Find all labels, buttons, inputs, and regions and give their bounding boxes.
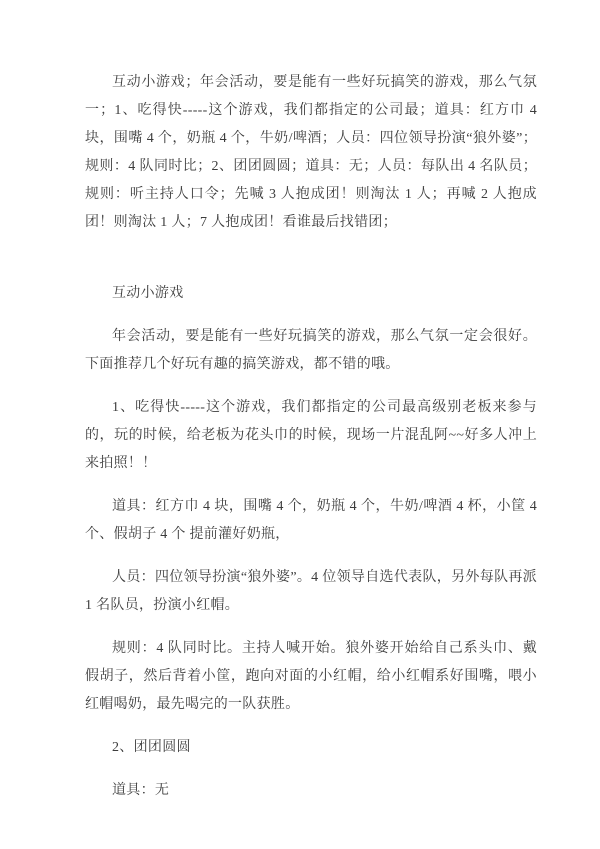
summary-paragraph: 互动小游戏；年会活动，要是能有一些好玩搞笑的游戏，那么气氛一；1、吃得快-----这个游戏，我们都指定的公司最；道具：红方巾 4 块，围嘴 4 个，奶瓶 4 个，牛奶/啤酒；人员：四位领导扮演“狼外婆”；规则：4 队同时比；2、团团圆圆；道具：无；人员：每队出 4 名队员；规则：听主持人口令；先喊 3 人抱成团！则淘汰 1 人；再喊 2 人抱成团！则淘汰 1 人；7 人抱成团！看谁最后找错团； <box>85 75 537 230</box>
game1-paragraph: 1、吃得快-----这个游戏，我们都指定的公司最高级别老板来参与的，玩的时候，给老板为花头巾的时候，现场一片混乱阿~~好多人冲上来拍照！！ <box>85 400 537 471</box>
game1-rules-paragraph: 规则：4 队同时比。主持人喊开始。狼外婆开始给自己系头巾、戴假胡子，然后背着小筐，跑向对面的小红帽，给小红帽系好围嘴，喂小红帽喝奶，最先喝完的一队获胜。 <box>85 641 537 712</box>
game1-people-paragraph: 人员：四位领导扮演“狼外婆”。4 位领导自选代表队，另外每队再派 1 名队员，扮演小红帽。 <box>85 570 537 613</box>
section-title: 互动小游戏 <box>112 286 184 301</box>
intro-paragraph: 年会活动，要是能有一些好玩搞笑的游戏，那么气氛一定会很好。下面推荐几个好玩有趣的搞笑游戏，都不错的哦。 <box>85 329 537 372</box>
game1-props-paragraph: 道具：红方巾 4 块，围嘴 4 个，奶瓶 4 个，牛奶/啤酒 4 杯，小筐 4 个、假胡子 4 个 提前灌好奶瓶， <box>85 499 537 542</box>
game2-props-paragraph: 道具：无 <box>112 783 170 798</box>
game2-heading-paragraph: 2、团团圆圆 <box>112 740 191 755</box>
